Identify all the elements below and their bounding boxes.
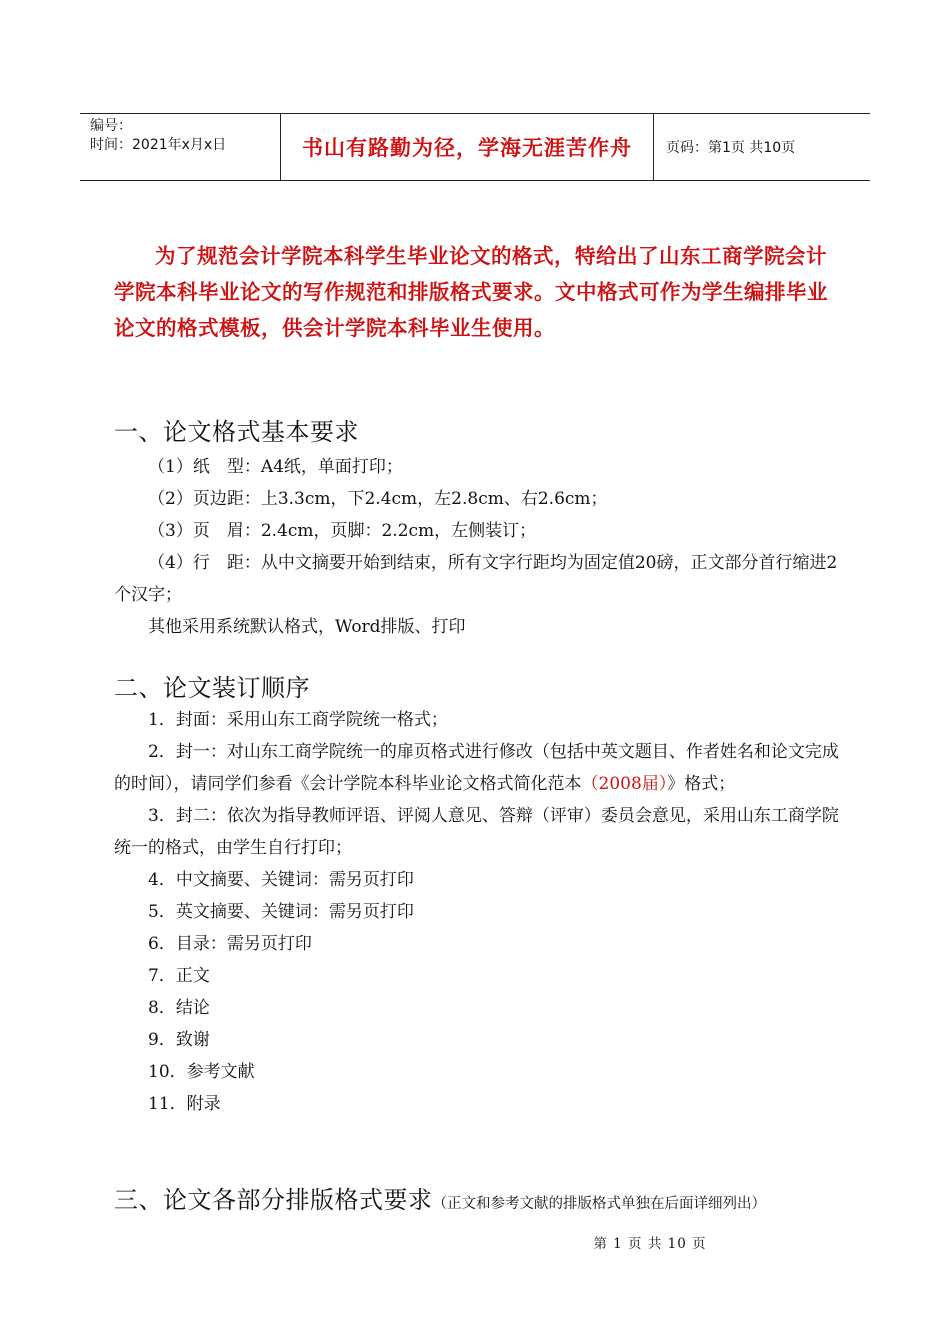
section2-item: 3．封二：依次为指导教师评语、评阅人意见、答辩（评审）委员会意见，采用山东工商学院统一的格式，由学生自行打印； — [114, 806, 839, 858]
header-left-cell — [80, 114, 281, 180]
section1-item: （2）页边距：上3.3cm，下2.4cm，左2.8cm、右2.6cm； — [148, 489, 608, 509]
section1-item: （3）页 眉：2.4cm，页脚：2.2cm，左侧装订； — [148, 521, 537, 541]
page-footer: 第 1 页 共 10 页 — [593, 1236, 707, 1252]
section2-item: 7．正文 — [148, 966, 210, 986]
header-table — [80, 113, 870, 181]
header-time: 时间：2021年x月x日 — [90, 137, 227, 153]
item2-tail: 》格式； — [667, 774, 736, 794]
section2-item: 6．目录：需另页打印 — [148, 934, 312, 954]
section2-item: 5．英文摘要、关键词：需另页打印 — [148, 902, 414, 922]
section3-title — [114, 1180, 766, 1215]
section2-item: 10．参考文献 — [148, 1062, 255, 1082]
section2-item: 4．中文摘要、关键词：需另页打印 — [148, 870, 414, 890]
header-page-info: 页码：第1页 共10页 — [666, 140, 796, 156]
intro-paragraph: 为了规范会计学院本科学生毕业论文的格式，特给出了山东工商学院会计学院本科毕业论文的写作规范和排版格式要求。文中格式可作为学生编排毕业论文的格式模板，供会计学院本科毕业生使用。 — [114, 244, 828, 340]
section1-item: 其他采用系统默认格式，Word排版、打印 — [148, 617, 466, 637]
section2-item: 8．结论 — [148, 998, 210, 1018]
section2-item — [114, 736, 840, 800]
section3-note: （正文和参考文献的排版格式单独在后面详细列出） — [432, 1196, 766, 1212]
section2-item: 1．封面：采用山东工商学院统一格式； — [148, 710, 448, 730]
section1-list — [114, 451, 840, 643]
section1-title: 一、论文格式基本要求 — [114, 418, 359, 446]
header-motto: 书山有路勤为径，学海无涯苦作舟 — [281, 114, 654, 180]
section3-title-text: 三、论文各部分排版格式要求 — [114, 1186, 433, 1214]
section2-item: 9．致谢 — [148, 1030, 210, 1050]
section2-list — [114, 704, 840, 1120]
section2-title: 二、论文装订顺序 — [114, 674, 310, 702]
header-number: 编号： — [90, 118, 132, 134]
item2-text: 2．封一：对山东工商学院统一的扉页格式进行修改（包括中英文题目、作者姓名和论文完成的时间），请同学们参看《会计学院本科毕业论文格式简化范本 — [114, 742, 839, 794]
section1-item: （4）行 距：从中文摘要开始到结束，所有文字行距均为固定值20磅，正文部分首行缩进2个汉字； — [114, 553, 838, 605]
section2-item: 11．附录 — [148, 1094, 221, 1114]
item2-red-text: （2008届） — [581, 774, 668, 794]
section1-item: （1）纸 型：A4纸，单面打印； — [148, 457, 403, 477]
